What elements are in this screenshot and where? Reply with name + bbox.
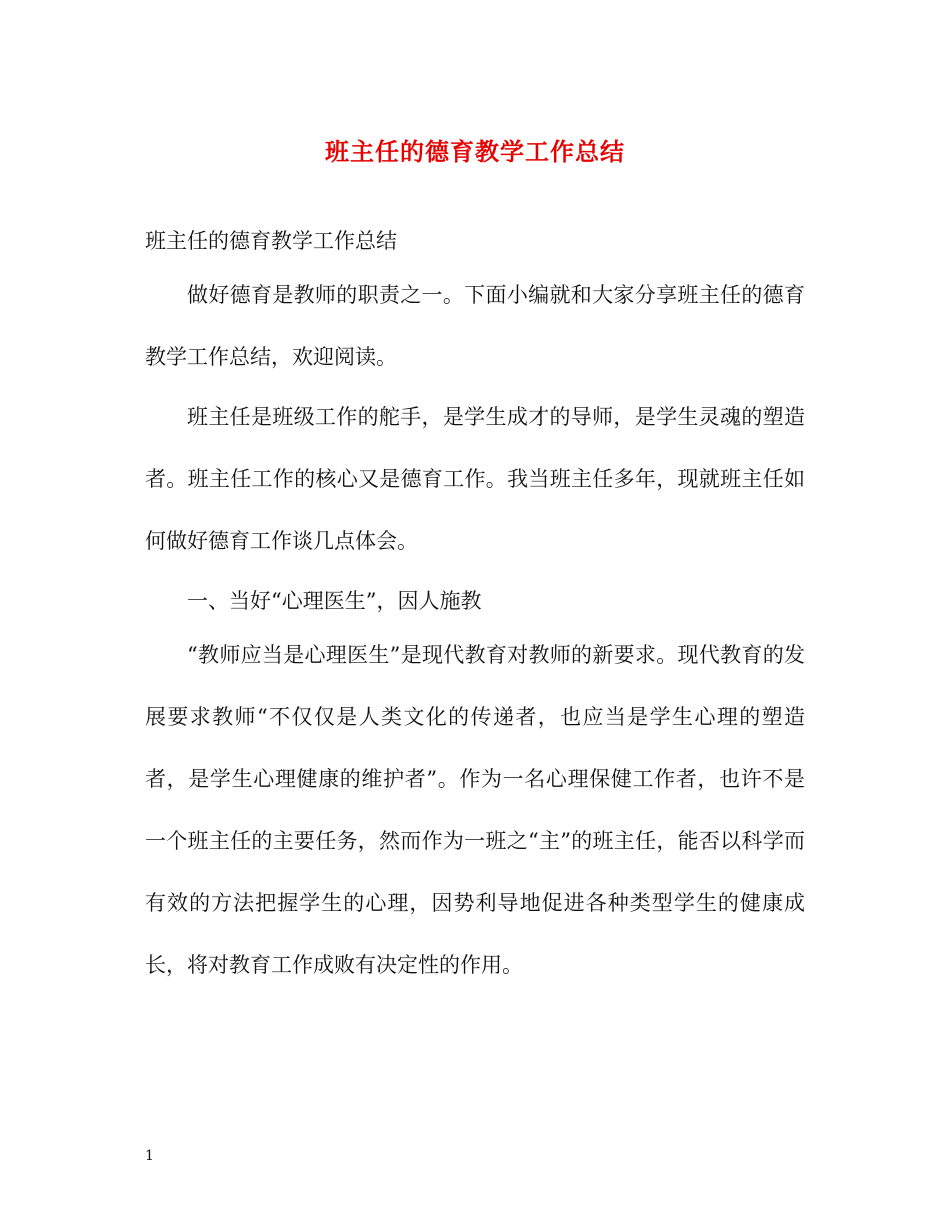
- paragraph-role: 班主任是班级工作的舵手，是学生成才的导师，是学生灵魂的塑造者。班主任工作的核心又是德育工作。我当班主任多年，现就班主任如何做好德育工作谈几点体会。: [145, 405, 805, 553]
- document-title: 班主任的德育教学工作总结: [325, 137, 625, 166]
- paragraph-subtitle: 班主任的德育教学工作总结: [145, 229, 397, 253]
- document-body: [145, 216, 805, 1000]
- section-heading-1: 一、当好“心理医生”，因人施教: [187, 589, 482, 613]
- page-number: 1: [145, 1148, 154, 1164]
- paragraph-intro: 做好德育是教师的职责之一。下面小编就和大家分享班主任的德育教学工作总结，欢迎阅读。: [145, 283, 805, 369]
- paragraph-psychology: “教师应当是心理医生”是现代教育对教师的新要求。现代教育的发展要求教师“不仅仅是人类文化的传递者，也应当是学生心理的塑造者，是学生心理健康的维护者”。作为一名心理保健工作者，也许不是一个班主任的主要任务，然而作为一班之“主”的班主任，能否以科学而有效的方法把握学生的心理，因势利导地促进各种类型学生的健康成长，将对教育工作成败有决定性的作用。: [145, 643, 805, 977]
